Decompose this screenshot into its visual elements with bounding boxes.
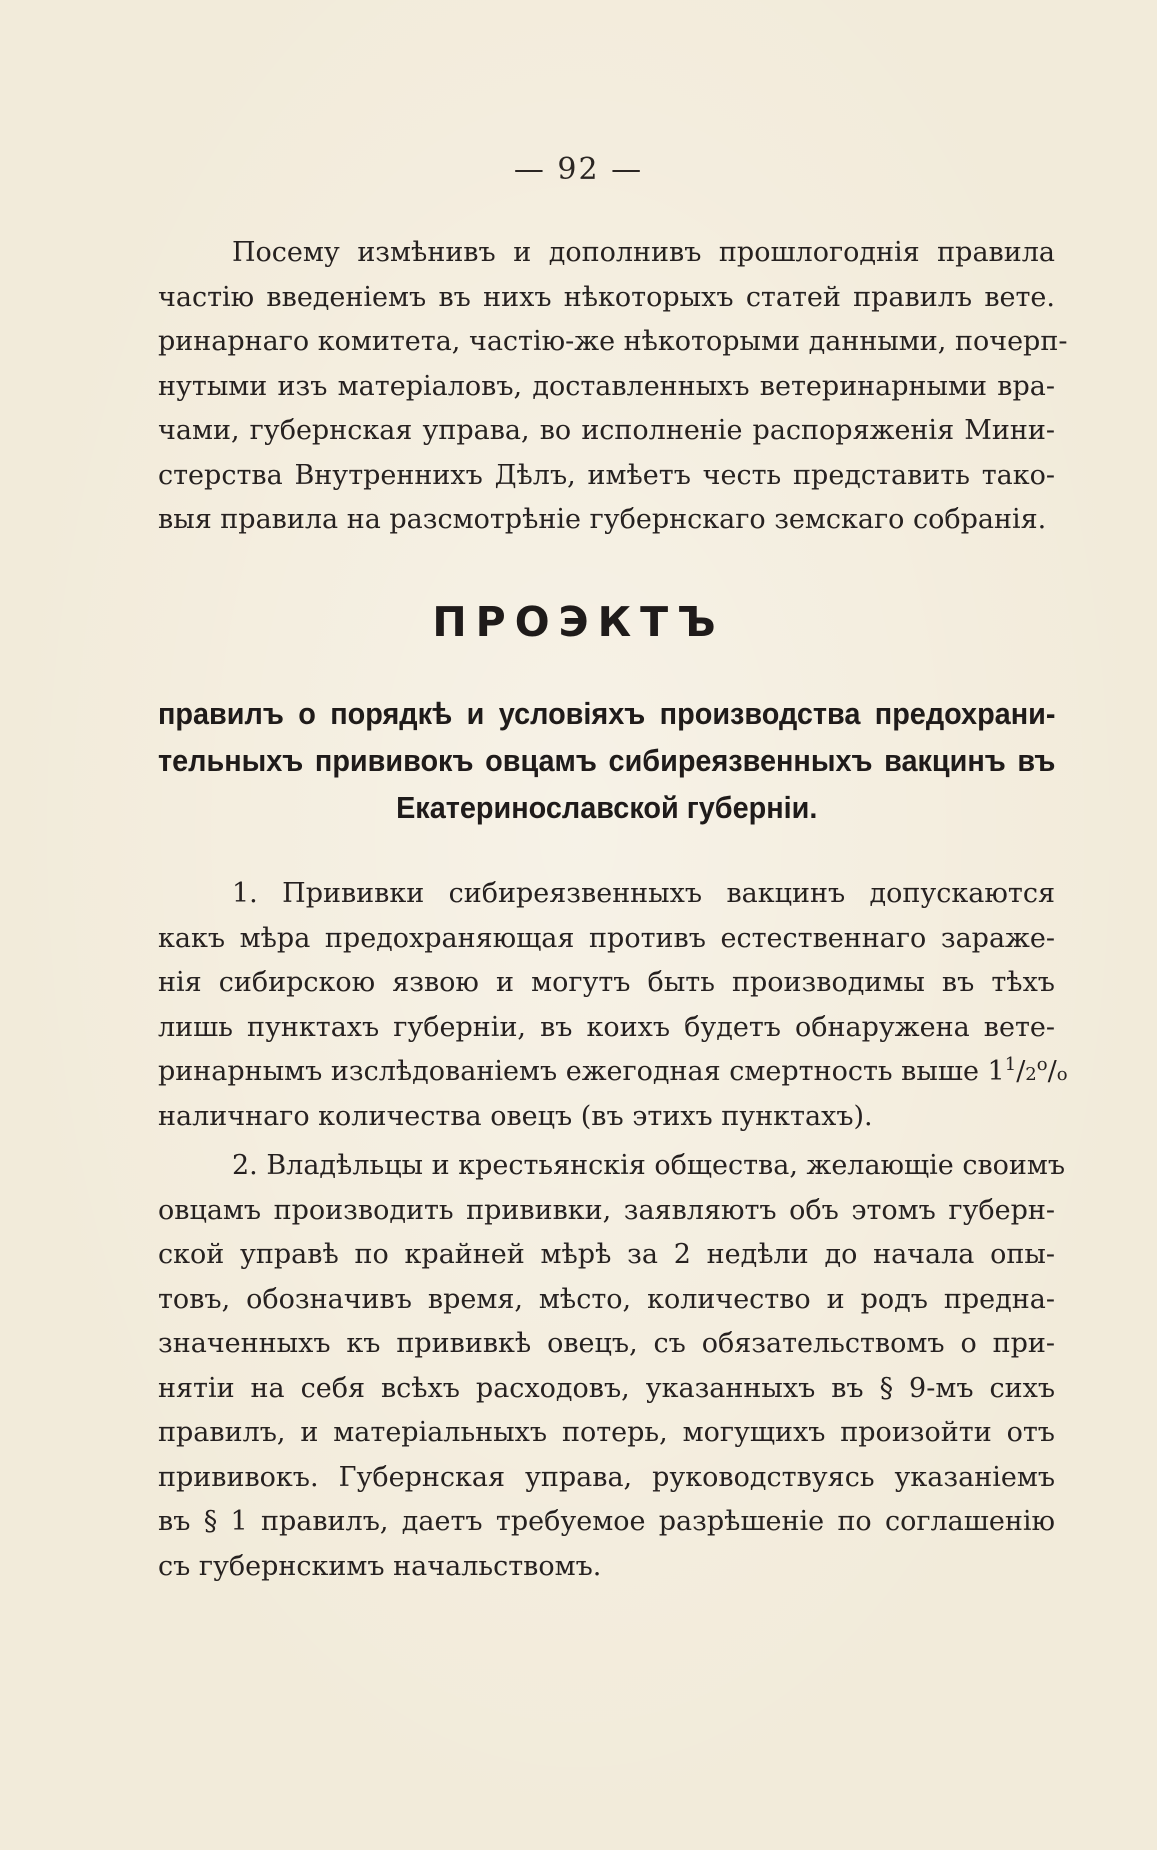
text-line: прививокъ. Губернская управа, руководствуясь указаніемъ [158, 1461, 1055, 1493]
text-line: овцамъ производить прививки, заявляютъ объ этомъ губерн- [158, 1194, 1055, 1226]
subtitle-line: Екатеринославской губерніи. [396, 790, 818, 825]
text-line: нія сибирскою язвою и могутъ быть производимы въ тѣхъ [158, 967, 1055, 998]
text-line: ринарнаго комитета, частію-же нѣкоторыми данными, почерп- [158, 326, 1068, 357]
rule-1-paragraph [158, 872, 1068, 1139]
text-line: товъ, обозначивъ время, мѣсто, количество и родъ предна- [158, 1283, 1055, 1315]
text-line-mortality [158, 1050, 1068, 1095]
text-line: частію введеніемъ въ нихъ нѣкоторыхъ статей правилъ вете. [158, 281, 1055, 313]
text-line: наличнаго количества овецъ (въ этихъ пунктахъ). [158, 1100, 873, 1132]
text-line: 1. Прививки сибиреязвенныхъ вакцинъ допускаются [232, 878, 1055, 909]
text-line: какъ мѣра предохраняющая противъ естественнаго зараже- [158, 922, 1055, 954]
mortality-text: ринарнымъ изслѣдованіемъ ежегодная смертность выше [158, 1056, 979, 1087]
mortality-value: $1^1/2^o/o$ [987, 1054, 1068, 1087]
subtitle-line: тельныхъ прививокъ овцамъ сибиреязвенныхъ вакцинъ въ [158, 743, 1056, 778]
text-line: чами, губернская управа, во исполненіе распоряженія Мини- [158, 415, 1055, 446]
text-line: выя правила на разсмотрѣніе губернскаго земскаго собранія. [158, 504, 1047, 535]
text-line: лишь пунктахъ губерніи, въ коихъ будетъ обнаружена вете- [158, 1011, 1055, 1043]
text-line: въ § 1 правилъ, даетъ требуемое разрѣшеніе по соглашенію [158, 1506, 1055, 1537]
text-line: правилъ, и матеріальныхъ потерь, могущихъ произойти отъ [158, 1417, 1055, 1448]
text-line: ской управѣ по крайней мѣрѣ за 2 недѣли до начала опы- [158, 1239, 1055, 1270]
text-line: значенныхъ къ прививкѣ овецъ, съ обязательствомъ о при- [158, 1328, 1055, 1359]
text-line: нятіи на себя всѣхъ расходовъ, указанныхъ въ § 9-мъ сихъ [158, 1372, 1055, 1404]
text-line: нутыми изъ матеріаловъ, доставленныхъ ветеринарными вра- [158, 370, 1055, 402]
document-subtitle [158, 690, 1055, 831]
page-number: — 92 — [513, 152, 644, 187]
text-line: съ губернскимъ начальствомъ. [158, 1550, 602, 1582]
text-line: стерства Внутреннихъ Дѣлъ, имѣетъ честь представить тако- [158, 459, 1055, 491]
subtitle-line: правилъ о порядкѣ и условіяхъ производства предохрани- [158, 696, 1056, 731]
text-line: Посему измѣнивъ и дополнивъ прошлогоднія правила [232, 237, 1055, 268]
text-line: 2. Владѣльцы и крестьянскія общества, желающіе своимъ [232, 1150, 1066, 1181]
document-heading: ПРОЭКТЪ [432, 598, 725, 646]
rule-2-paragraph [158, 1144, 1066, 1589]
intro-paragraph [158, 231, 1068, 543]
